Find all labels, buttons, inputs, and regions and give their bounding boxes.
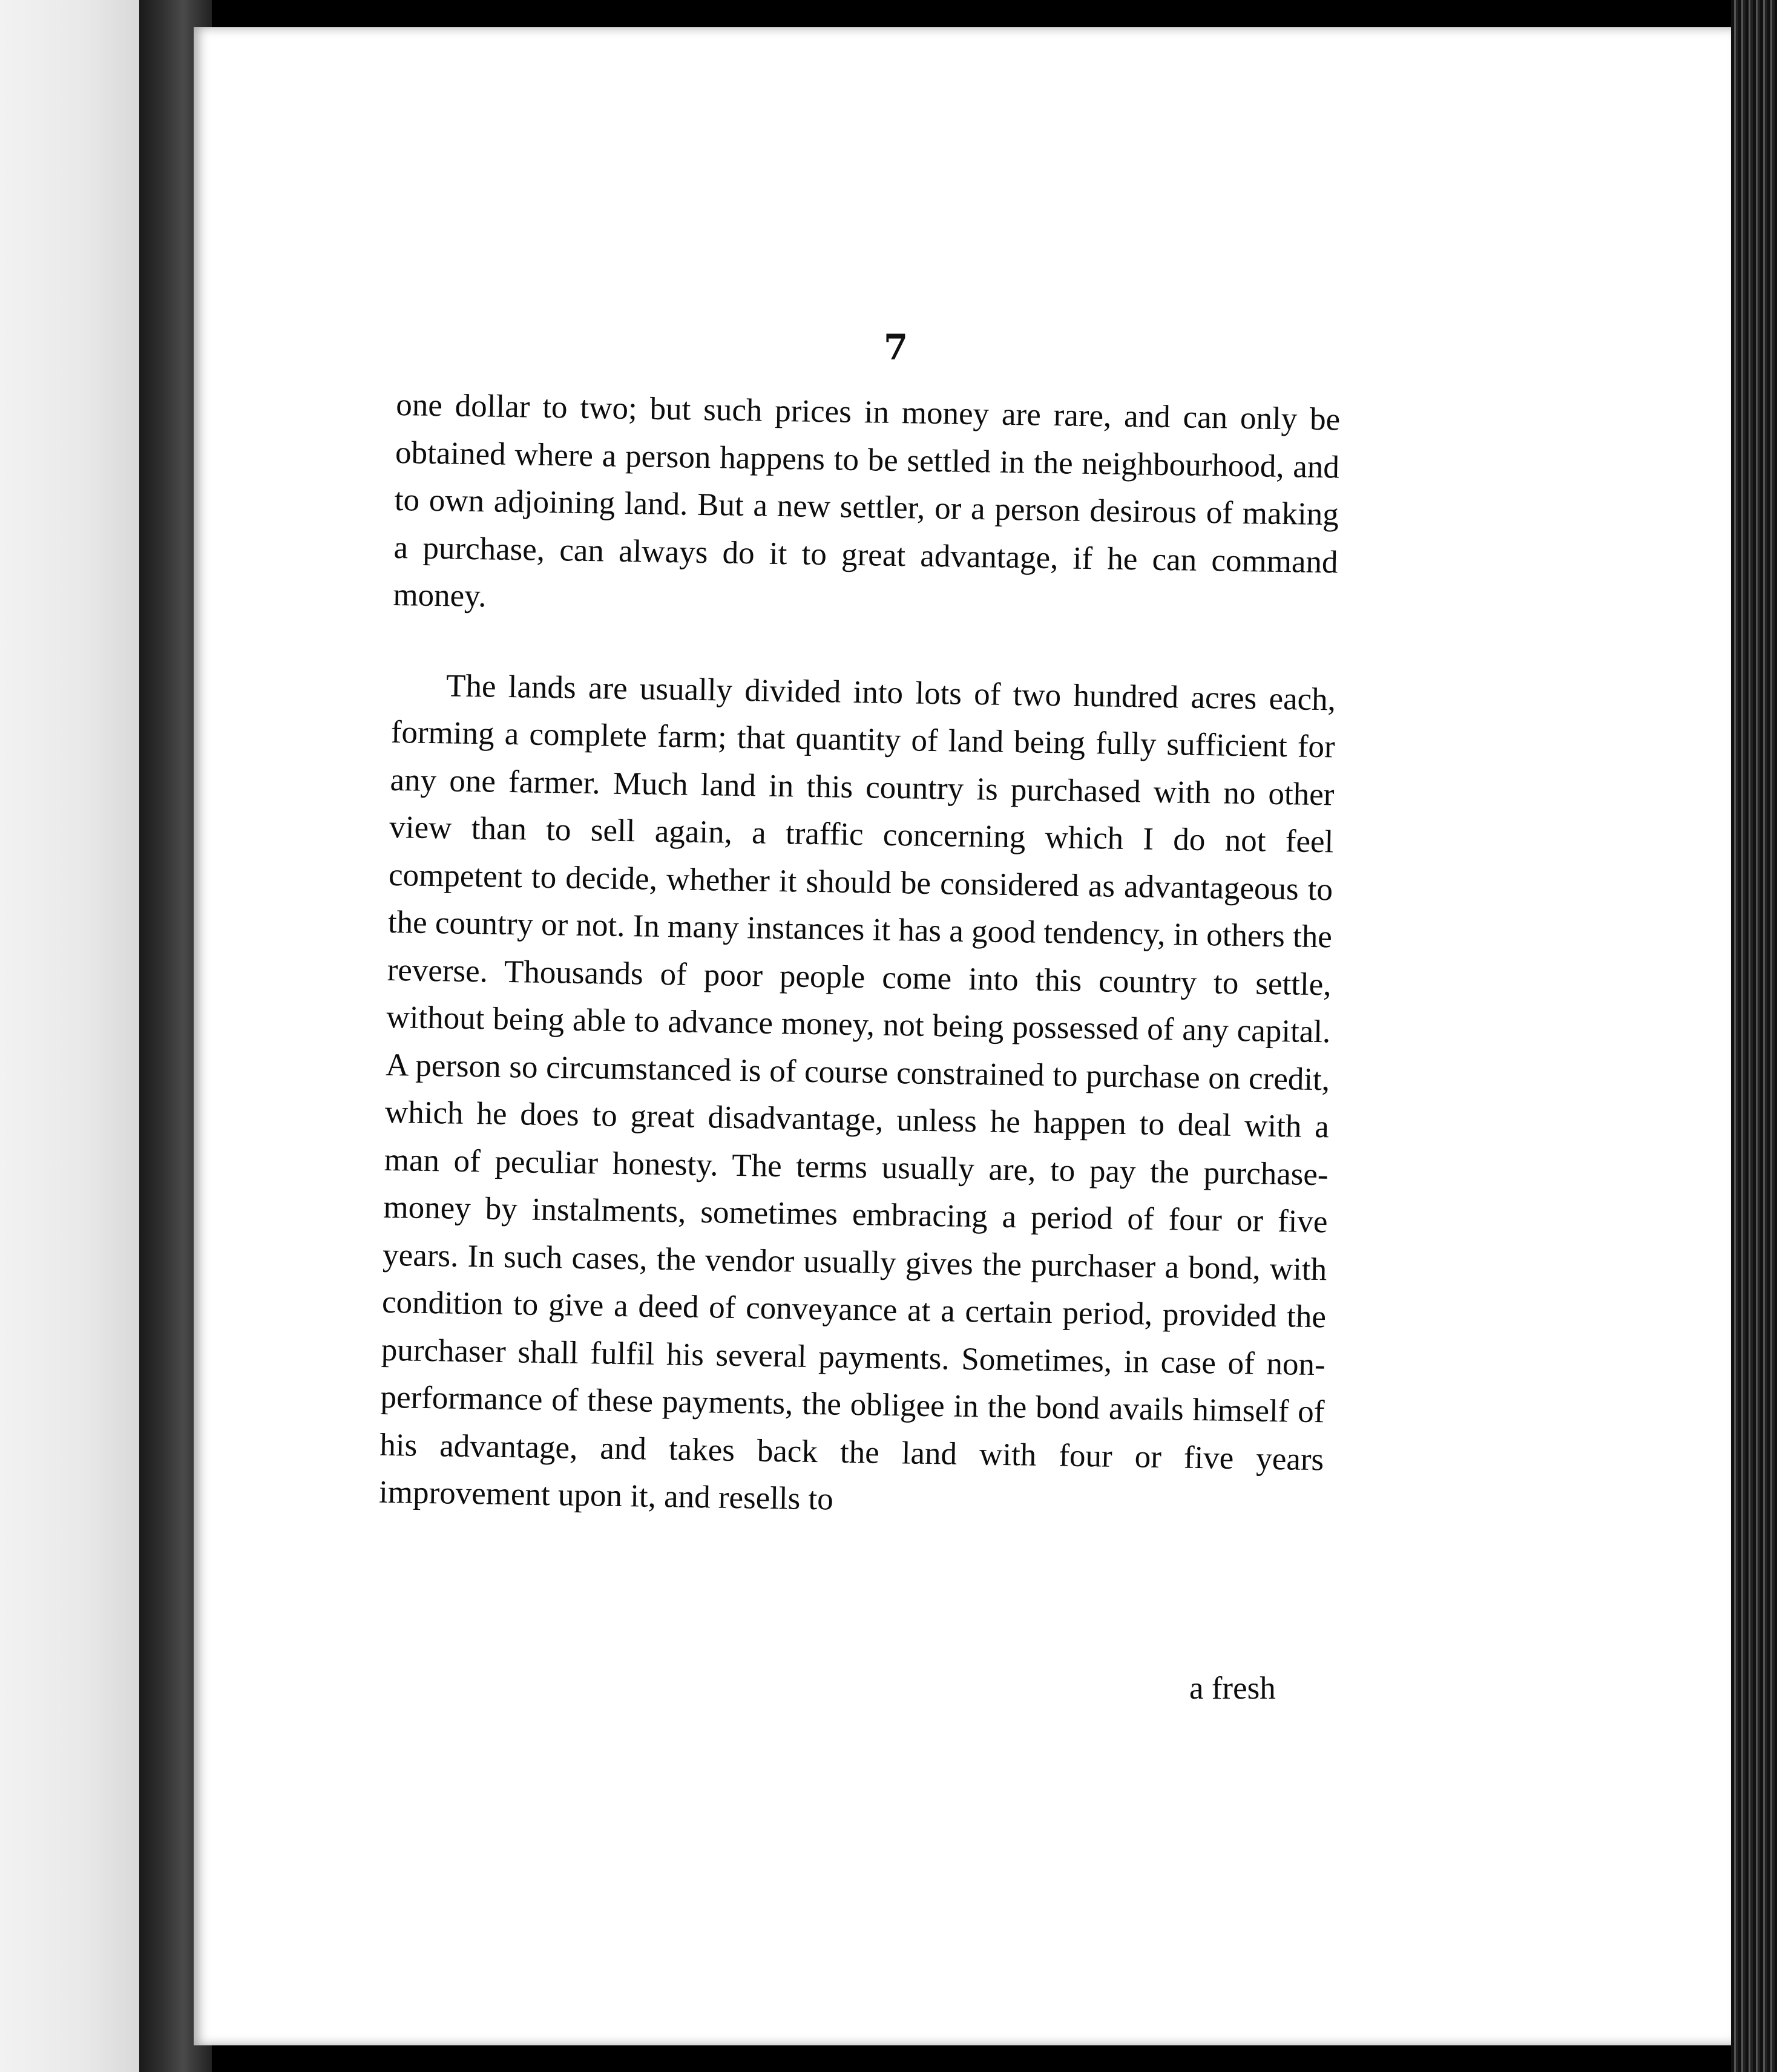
body-text <box>379 381 1341 1531</box>
catchword: a fresh <box>1189 1671 1276 1706</box>
page-edges <box>1731 0 1777 2072</box>
facing-page-margin <box>0 0 139 2072</box>
paragraph: The lands are usually divided into lots of two hundred acres each, forming a complete farm; that quantity of land being fully sufficient for any one farmer. Much land in this country is purchased with no other view than to sell again, a traffic concerning which I do not feel competent to decide, whether it should be considered as advantageous to the country or not. In many instances it has a good tendency, in others the reverse. Thousands of poor people come into this country to settle, without being able to advance money, not being possessed of any capital. A person so circumstanced is of course constrained to purchase on credit, which he does to great disadvantage, unless he happen to deal with a man of peculiar honesty. The terms usually are, to pay the purchase-money by instalments, sometimes embracing a period of four or five years. In such cases, the vendor usually gives the purchaser a bond, with condition to give a deed of conveyance at a certain period, provided the purchaser shall fulfil his several payments. Sometimes, in case of non-performance of these payments, the obligee in the bond avails himself of his advantage, and takes back the land with four or five years improvement upon it, and resells to <box>378 667 1336 1517</box>
page-number: 7 <box>883 327 908 368</box>
paragraph: one dollar to two; but such prices in money are rare, and can only be obtained where a person happens to be settled in the neighbourhood, and to own adjoining land. But a new settler, or a person desirous of making a purchase, can always do it to great advantage, if he can command money. <box>392 387 1341 614</box>
